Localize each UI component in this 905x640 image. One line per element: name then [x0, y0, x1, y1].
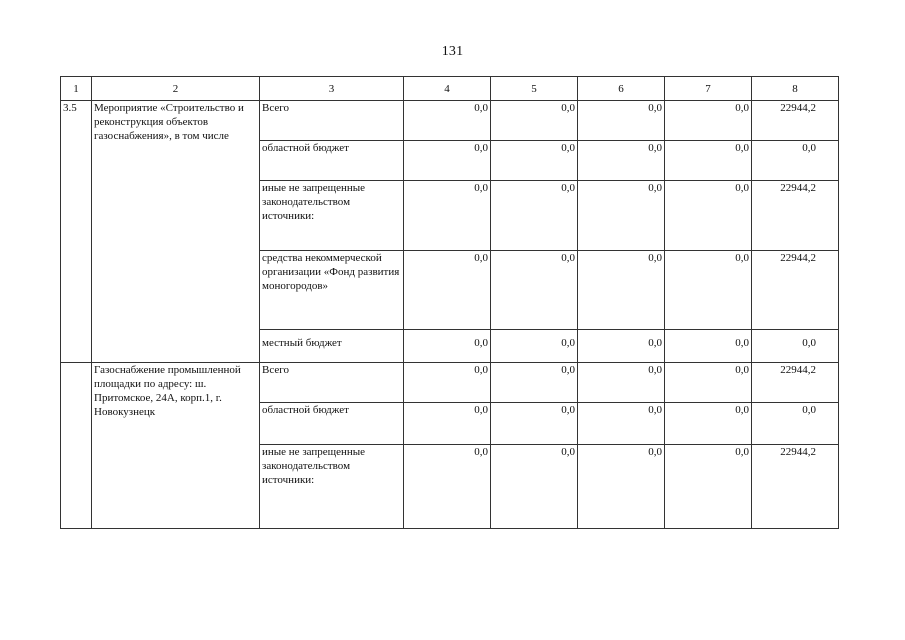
page-number: 131 [441, 44, 464, 59]
value-cell: 0,0 [578, 330, 665, 363]
value-cell: 0,0 [404, 101, 491, 141]
value-cell: 0,0 [665, 445, 752, 529]
row-label: областной бюджет [260, 403, 404, 445]
table-row [61, 363, 839, 403]
header-cell: 8 [752, 77, 839, 101]
value-cell: 22944,2 [752, 181, 839, 251]
header-row [61, 77, 839, 101]
value-cell: 0,0 [491, 101, 578, 141]
group-id-cell [61, 363, 92, 529]
row-label: иные не запрещенные законодательством источники: [260, 445, 404, 529]
row-label: Всего [260, 363, 404, 403]
value-cell: 0,0 [578, 363, 665, 403]
row-label: средства некоммерческой организации «Фонд развития моногородов» [260, 251, 404, 330]
group-id: 3.5 [63, 102, 77, 114]
group-id-cell [61, 101, 92, 363]
value-cell: 0,0 [491, 403, 578, 445]
header-cell: 7 [665, 77, 752, 101]
value-cell: 22944,2 [752, 363, 839, 403]
value-cell: 0,0 [665, 101, 752, 141]
value-cell: 0,0 [404, 403, 491, 445]
value-cell: 0,0 [665, 141, 752, 181]
value-cell: 0,0 [578, 141, 665, 181]
row-label: областной бюджет [260, 141, 404, 181]
value-cell: 0,0 [752, 141, 839, 181]
value-cell: 0,0 [578, 445, 665, 529]
value-cell: 0,0 [404, 251, 491, 330]
value-cell: 0,0 [578, 181, 665, 251]
value-cell: 0,0 [491, 363, 578, 403]
value-cell: 0,0 [752, 403, 839, 445]
row-label: иные не запрещенные законодательством источники: [260, 181, 404, 251]
value-cell: 22944,2 [752, 445, 839, 529]
header-cell: 1 [61, 77, 92, 101]
value-cell: 22944,2 [752, 101, 839, 141]
value-cell: 0,0 [491, 141, 578, 181]
header-cell: 5 [491, 77, 578, 101]
value-cell: 0,0 [665, 251, 752, 330]
value-cell: 0,0 [491, 181, 578, 251]
value-cell: 0,0 [404, 141, 491, 181]
value-cell: 0,0 [404, 445, 491, 529]
value-cell: 0,0 [752, 330, 839, 363]
value-cell: 0,0 [491, 445, 578, 529]
row-label: Всего [260, 101, 404, 141]
value-cell: 0,0 [665, 330, 752, 363]
row-label: местный бюджет [260, 330, 404, 363]
value-cell: 0,0 [665, 403, 752, 445]
group-name-cell [92, 101, 260, 363]
value-cell: 0,0 [404, 363, 491, 403]
value-cell: 0,0 [491, 251, 578, 330]
financing-table [60, 76, 839, 529]
table-row [61, 101, 839, 141]
value-cell: 0,0 [665, 363, 752, 403]
value-cell: 0,0 [578, 403, 665, 445]
value-cell: 0,0 [578, 251, 665, 330]
header-cell: 4 [404, 77, 491, 101]
value-cell: 0,0 [404, 330, 491, 363]
value-cell: 0,0 [578, 101, 665, 141]
header-cell: 2 [92, 77, 260, 101]
header-cell: 6 [578, 77, 665, 101]
group-name-cell [92, 363, 260, 529]
group-name: Мероприятие «Строительство и реконструкция объектов газоснабжения», в том числе [94, 102, 244, 142]
value-cell: 22944,2 [752, 251, 839, 330]
group-name: Газоснабжение промышленной площадки по адресу: ш. Притомское, 24А, корп.1, г. Новокузнецк [94, 364, 241, 418]
value-cell: 0,0 [404, 181, 491, 251]
value-cell: 0,0 [491, 330, 578, 363]
value-cell: 0,0 [665, 181, 752, 251]
header-cell: 3 [260, 77, 404, 101]
